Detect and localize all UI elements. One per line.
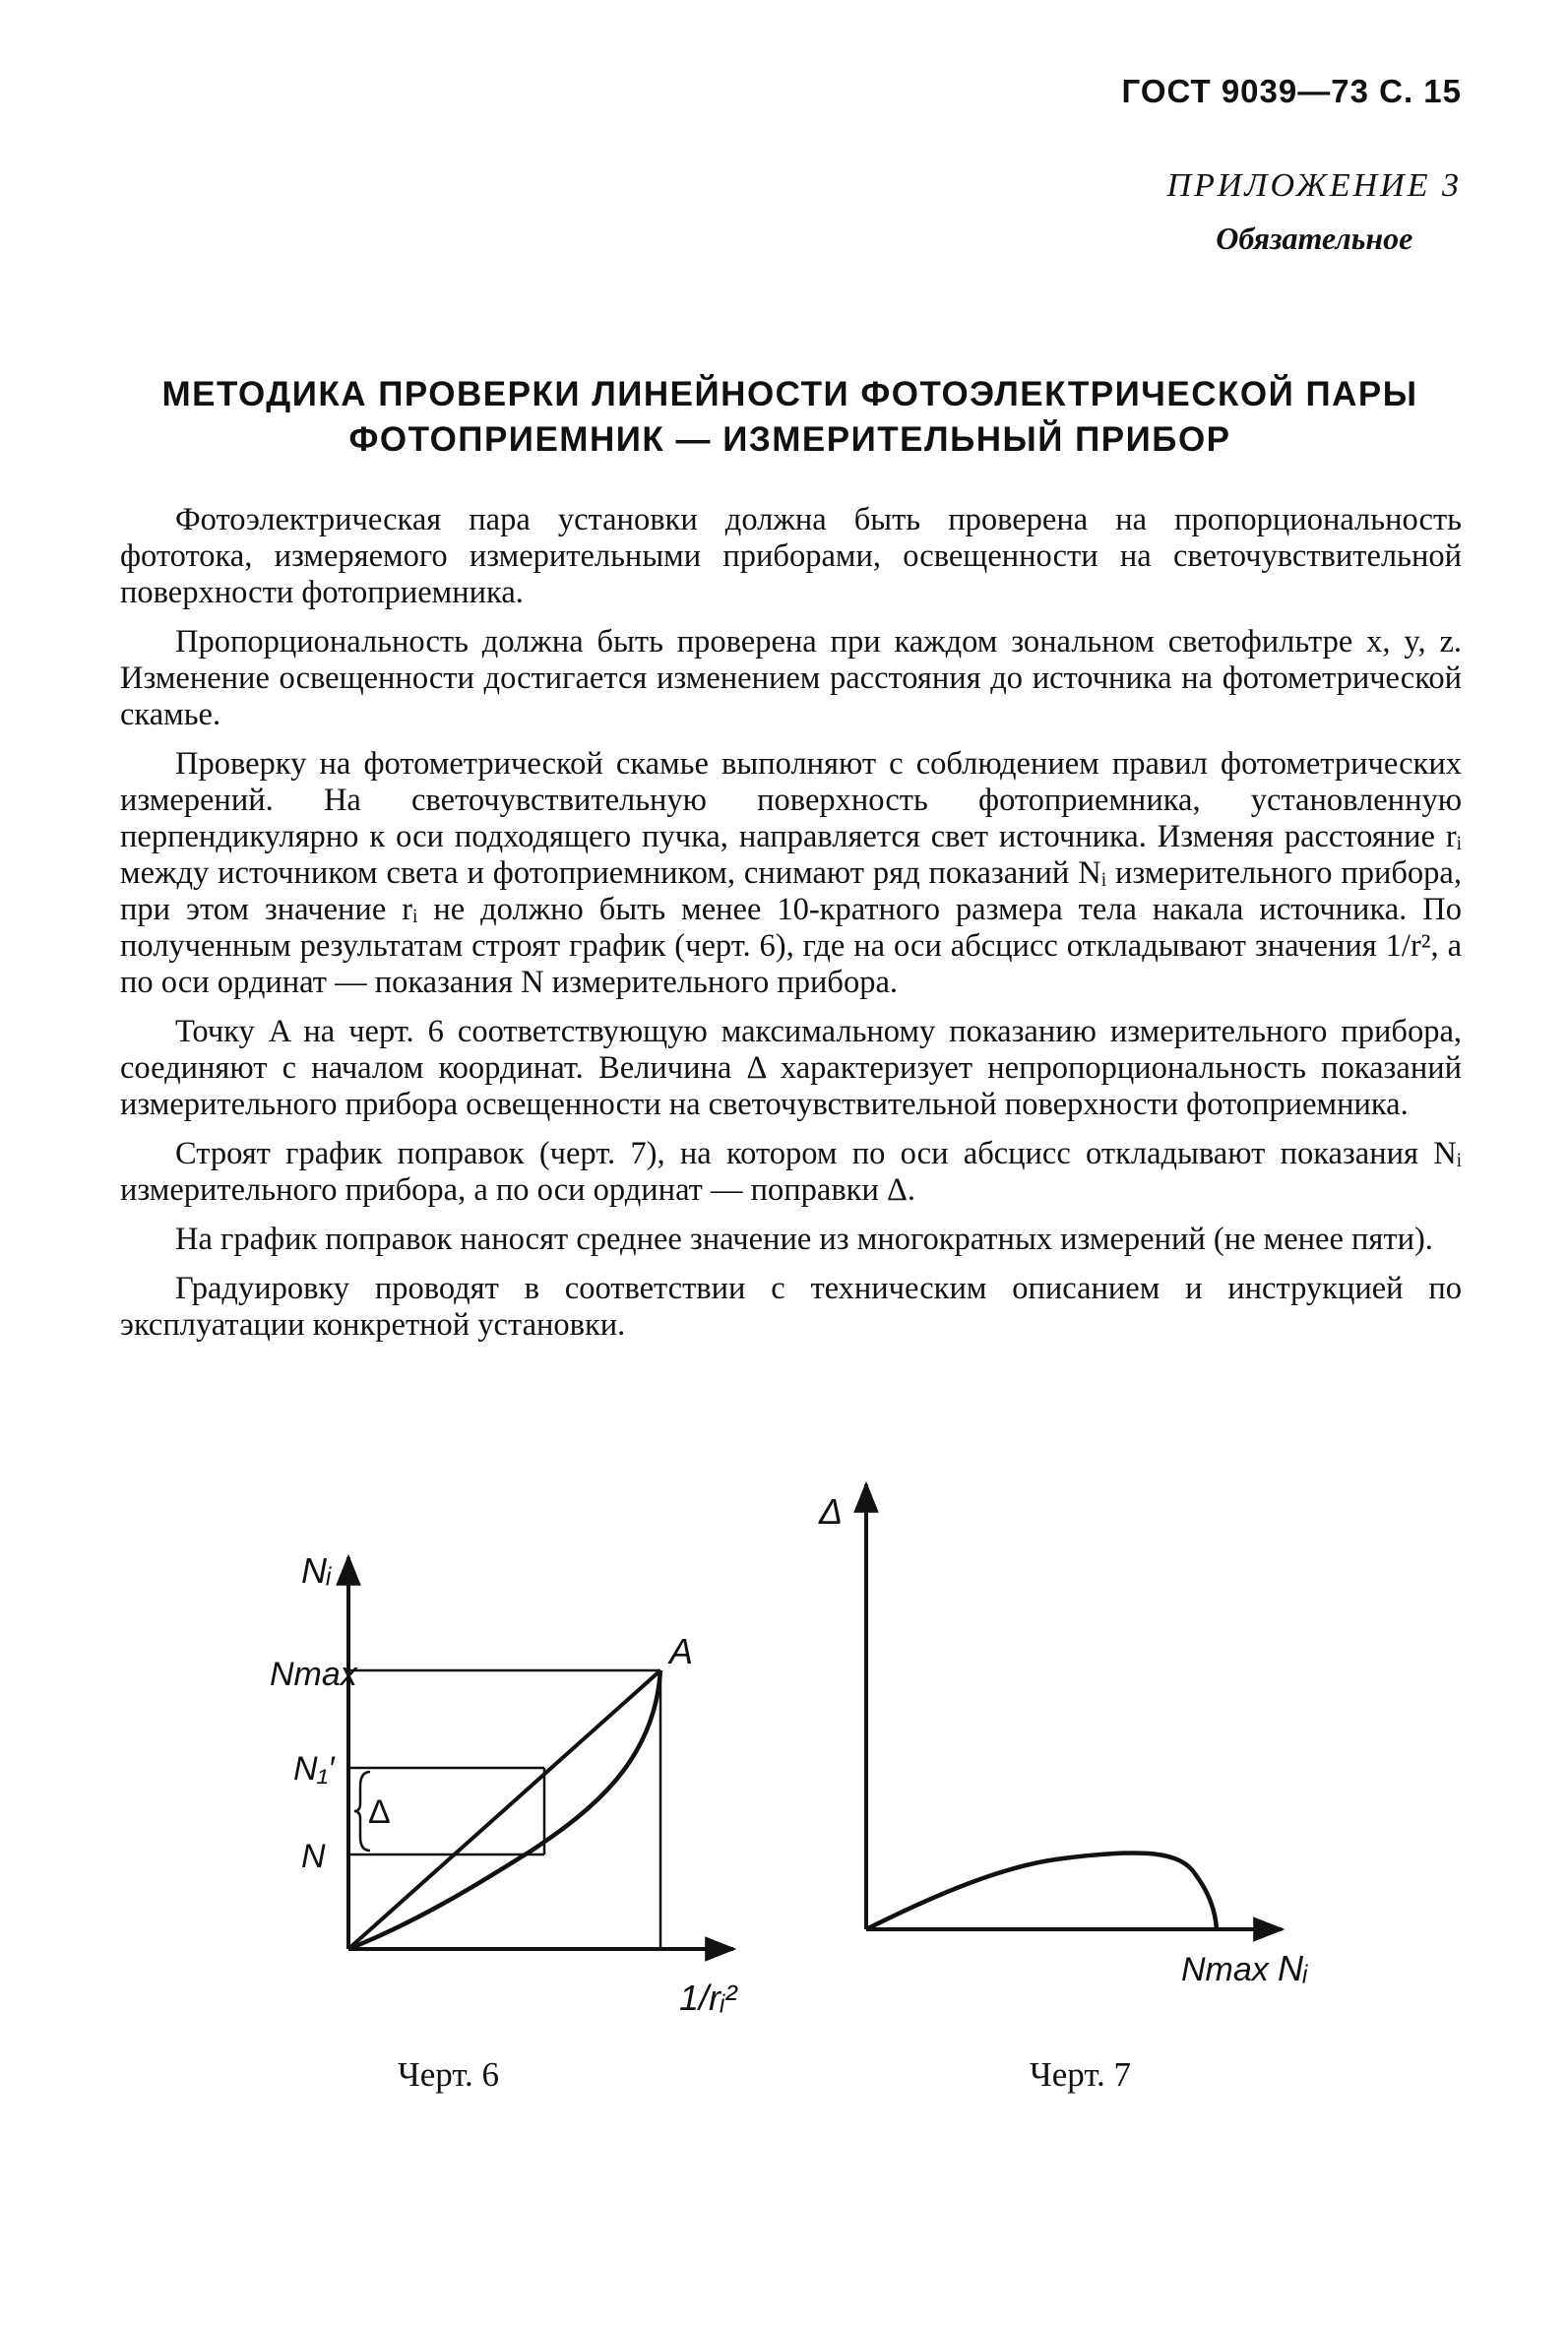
document-reference: ГОСТ 9039—73 С. 15 [1121,73,1462,109]
figure-6 [348,1557,733,1949]
paragraph: Проверку на фотометрической скамье выполняют с соблюдением правил фотометрических измерений. На светочувствительную поверхность фотоприемника, установленную перпендикулярно к оси подходящего пучка, направляется свет источника. Изменяя расстояние rᵢ между источником света и фотоприемником, снимают ряд показаний Nᵢ измерительного прибора, при этом значение rᵢ не должно быть менее 10-кратного размера тела накала источника. По полученным результатам строят график (черт. 6), где на оси абсцисс откладывают значения 1/r², а по оси ординат — показания N измерительного прибора. [120,746,1462,1000]
fig6-proportional-line [348,1670,660,1949]
section-title-line-1: МЕТОДИКА ПРОВЕРКИ ЛИНЕЙНОСТИ ФОТОЭЛЕКТРИЧЕСКОЙ ПАРЫ [161,375,1418,413]
paragraph: Фотоэлектрическая пара установки должна быть проверена на пропорциональность фототока, измеряемого измерительными приборами, освещенности на светочувствительной поверхности фотоприемника. [120,502,1462,610]
paragraph: Строят график поправок (черт. 7), на котором по оси абсцисс откладывают показания Nᵢ измерительного прибора, а по оси ординат — поправки Δ. [120,1136,1462,1208]
fig7-label-nmax: Nmax [1181,1951,1269,1988]
section-title-line-2: ФОТОПРИЕМНИК — ИЗМЕРИТЕЛЬНЫЙ ПРИБОР [348,420,1231,459]
fig6-label-n: N [301,1838,326,1875]
fig7-y-axis-label: Δ [819,1491,844,1532]
fig6-label-nmax: Nmax [270,1656,357,1693]
fig6-y-axis-label: Nᵢ [301,1550,332,1591]
fig7-correction-curve [866,1853,1217,1929]
fig6-label-a: A [669,1631,694,1671]
fig7-caption: Черт. 7 [1030,2055,1131,2094]
paragraph: Пропорциональность должна быть проверена при каждом зональном светофильтре x, y, z. Изменение освещенности достигается изменением расстояния до источника на фотометрической скамье. [120,624,1462,732]
fig6-x-axis-label: 1/rᵢ² [679,1978,737,2018]
paragraph: На график поправок наносят среднее значение из многократных измерений (не менее пяти). [175,1222,1433,1257]
appendix-status: Обязательное [1216,220,1413,256]
fig6-caption: Черт. 6 [398,2055,499,2094]
fig7-x-axis-label: Nᵢ [1278,1948,1308,1988]
fig6-label-n1: N₁′ [293,1750,335,1788]
appendix-label: ПРИЛОЖЕНИЕ 3 [1166,167,1462,204]
paragraph: Градуировку проводят в соответствии с техническим описанием и инструкцией по эксплуатации конкретной установки. [120,1271,1462,1343]
paragraph: Точку A на черт. 6 соответствующую максимальному показанию измерительного прибора, соединяют с началом координат. Величина Δ характеризует непропорциональность показаний измерительного прибора освещенности на светочувствительной поверхности фотоприемника. [120,1014,1462,1122]
figure-7 [866,1484,1282,1929]
fig6-label-delta: Δ [368,1793,391,1831]
